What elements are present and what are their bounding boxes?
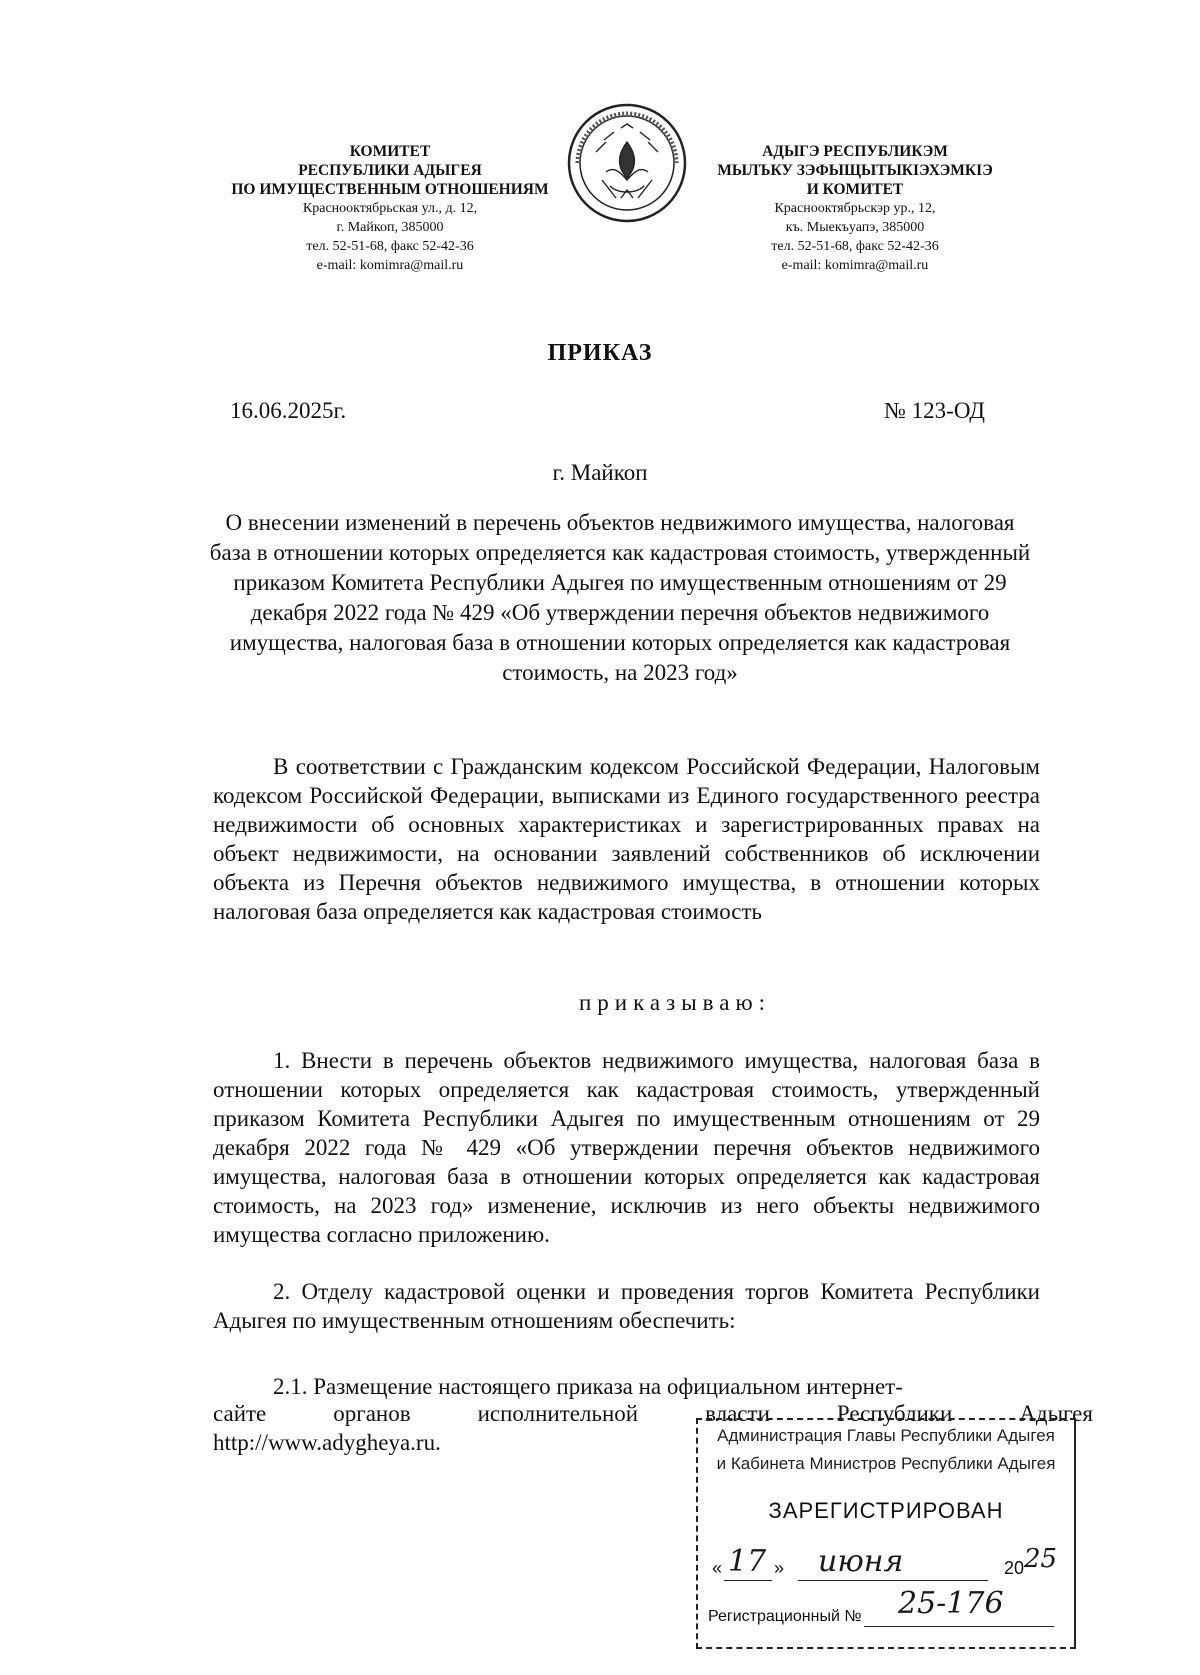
header-left-line1: КОМИТЕТ (349, 143, 431, 160)
header-left-email: e-mail: komimra@mail.ru (316, 258, 464, 273)
header-left-line2: РЕСПУБЛИКИ АДЫГЕЯ (298, 162, 482, 179)
header-right-email: e-mail: komimra@mail.ru (781, 258, 929, 273)
header-right-line2: МЫЛЪКУ ЗЭФЫЩЫТЫКIЭХЭМКIЭ (717, 162, 993, 179)
header-right (690, 142, 1020, 275)
document-title: ПРИКАЗ (547, 340, 653, 366)
header-right-address2: къ. Мыекъуапэ, 385000 (785, 220, 925, 235)
order-word: приказываю: (578, 990, 772, 1015)
item-1-paragraph: 1. Внести в перечень объектов недвижимого имущества, налоговая база в отношении которых определяется как кадастровая стоимость, утвержденный приказом Комитета Республики Адыгея по имущественным отношениям от 29 декабря 2022 года № 429 «Об утверждении перечня объектов недвижимого имущества, налоговая база в отношении которых определяется как кадастровая стоимость, на 2023 год» изменение, исключив из него объекты недвижимого имущества согласно приложению. (213, 1048, 1040, 1247)
document-city: г. Майкоп (552, 460, 648, 485)
stamp-line2: и Кабинета Министров Республики Адыгея (716, 1454, 1056, 1473)
coat-of-arms-icon (566, 102, 688, 224)
item-2-paragraph: 2. Отделу кадастровой оценки и проведения торгов Комитета Республики Адыгея по имущественным отношениям обеспечить: (213, 1279, 1040, 1333)
header-right-line1: АДЫГЭ РЕСПУБЛИКЭМ (762, 143, 948, 160)
stamp-line1: Администрация Главы Республики Адыгея (717, 1426, 1055, 1445)
header-right-line3: И КОМИТЕТ (806, 181, 904, 198)
item-2-1-word: Адыгея (1019, 1401, 1093, 1426)
registration-stamp (696, 1418, 1076, 1649)
header-left-line3: ПО ИМУЩЕСТВЕННЫМ ОТНОШЕНИЯМ (231, 181, 549, 198)
document-number: № 123-ОД (883, 398, 985, 423)
stamp-year-prefix: 20 (1004, 1558, 1025, 1578)
item-2-1-word: сайте (213, 1401, 267, 1426)
header-left (195, 142, 585, 275)
stamp-date-line (712, 1544, 1062, 1584)
header-right-address1: Краснооктябрьскэр ур., 12, (774, 201, 936, 216)
item-2-1-word: исполнительной (477, 1401, 639, 1426)
item-2-1-word: власти (705, 1401, 770, 1426)
stamp-reg-line (708, 1608, 861, 1626)
document-subject: О внесении изменений в перечень объектов недвижимого имущества, налоговая база в отношении которых определяется как кадастровая стоимость, утвержденный приказом Комитета Республики Адыгея по имущественным отношениям от 29 декабря 2022 года № 429 «Об утверждении перечня объектов недвижимого имущества, налоговая база в отношении которых определяется как кадастровая стоимость, на 2023 год» (209, 510, 1031, 685)
stamp-year-suffix: 25 (1024, 1544, 1058, 1574)
header-right-phone: тел. 52-51-68, факс 52-42-36 (771, 239, 939, 254)
stamp-reg-label: Регистрационный № (708, 1608, 862, 1625)
stamp-close-quote: » (774, 1558, 785, 1578)
header-left-phone: тел. 52-51-68, факс 52-42-36 (306, 239, 474, 254)
preamble-paragraph: В соответствии с Гражданским кодексом Российской Федерации, Налоговым кодексом Российской Федерации, выписками из Единого государственного реестра недвижимости об основных характеристиках и зарегистрированных правах на объект недвижимости, на основании заявлений собственников об исключении объекта из Перечня объектов недвижимого имущества, в отношении которых налоговая база определяется как кадастровая стоимость (213, 754, 1040, 924)
stamp-day: 17 (728, 1544, 767, 1579)
item-2-1-word: Республики (836, 1401, 953, 1426)
stamp-month-underline (798, 1580, 988, 1581)
stamp-open-quote: « (712, 1558, 723, 1578)
stamp-reg-number: 25-176 (898, 1586, 1004, 1621)
stamp-month: июня (818, 1544, 904, 1579)
stamp-reg-underline (864, 1626, 1054, 1627)
header-left-address2: г. Майкоп, 385000 (336, 220, 444, 235)
item-2-1-word: органов (333, 1401, 411, 1426)
stamp-day-underline (724, 1580, 772, 1581)
document-date: 16.06.2025г. (230, 398, 347, 423)
item-2-1-line1: 2.1. Размещение настоящего приказа на официальном интернет- (273, 1374, 903, 1399)
item-2-1-url: http://www.adygheya.ru. (213, 1430, 441, 1455)
stamp-registered: ЗАРЕГИСТРИРОВАН (768, 1498, 1004, 1523)
header-left-address1: Краснооктябрьская ул., д. 12, (302, 201, 478, 216)
